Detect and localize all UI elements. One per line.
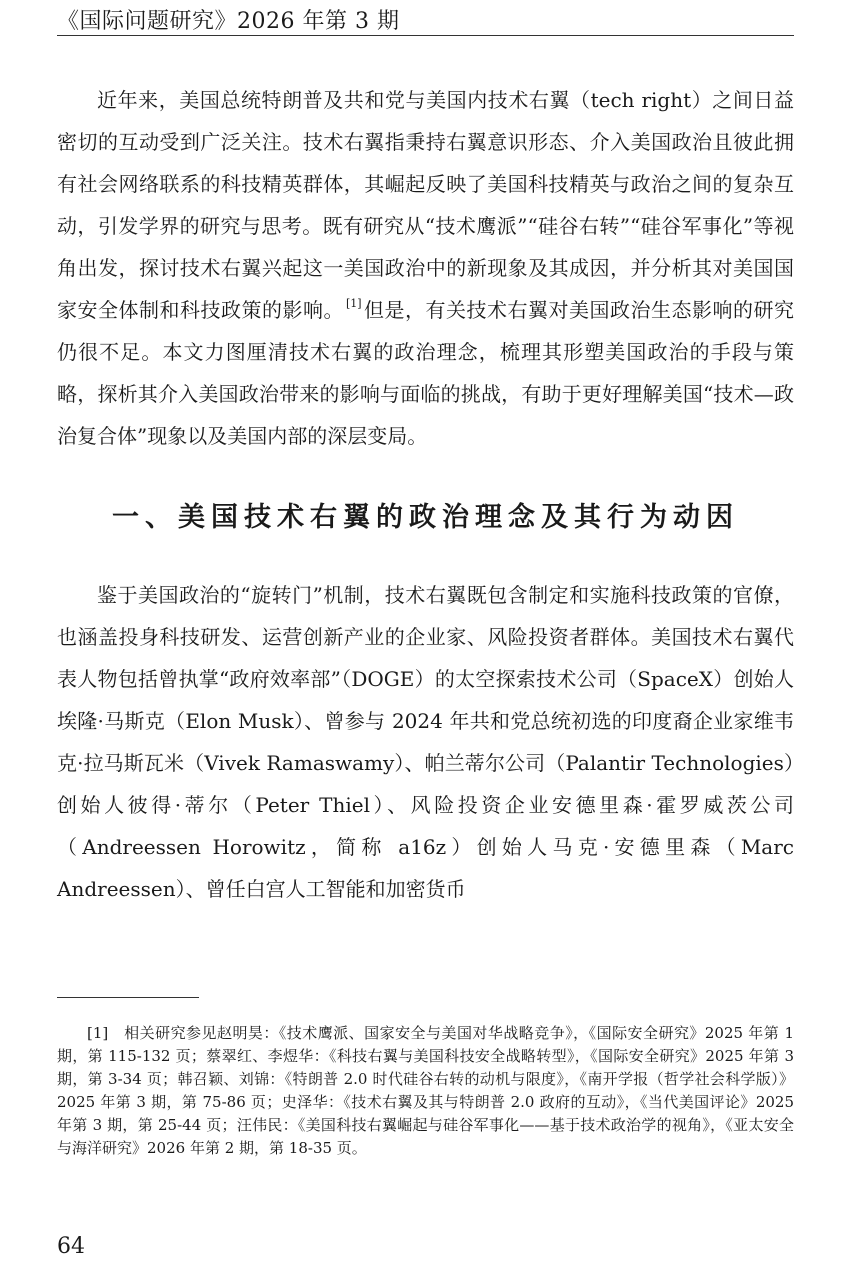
header-rule (57, 35, 794, 36)
footnote: [1] 相关研究参见赵明昊：《技术鹰派、国家安全与美国对华战略竞争》，《国际安全研究》2025 年第 1 期，第 115-132 页；蔡翠红、李煜华：《科技右翼与美国科技安全战略转型》，《国际安全研究》2025 年第 3 期，第 3-34 页；韩召颖、刘锦：《特朗普 2.0 时代硅谷右转的动机与限度》，《南开学报（哲学社会科学版）》2025 年第 3 期，第 75-86 页；史泽华：《技术右翼及其与特朗普 2.0 政府的互动》，《当代美国评论》2025 年第 3 期，第 25-44 页；汪伟民：《美国科技右翼崛起与硅谷军事化——基于技术政治学的视角》，《亚太安全与海洋研究》2026 年第 2 期，第 18-35 页。 (57, 1024, 794, 1157)
section1-paragraph: 鉴于美国政治的“旋转门”机制，技术右翼既包含制定和实施科技政策的官僚，也涵盖投身科技研发、运营创新产业的企业家、风险投资者群体。美国技术右翼代表人物包括曾执掌“政府效率部”（DOGE）的太空探索技术公司（SpaceX）创始人埃隆·马斯克（Elon Musk）、曾参与 2024 年共和党总统初选的印度裔企业家维韦克·拉马斯瓦米（Vivek Ramaswamy）、帕兰蒂尔公司（Palantir Technologies）创始人彼得·蒂尔（Peter Thiel）、风险投资企业安德里森·霍罗威茨公司（Andreessen Horowitz，简称 a16z）创始人马克·安德里森（Marc Andreessen）、曾任白宫人工智能和加密货币 (57, 583, 794, 901)
page-number: 64 (57, 1234, 85, 1259)
intro-text-part2: 但是，有关技术右翼对美国政治生态影响的研究仍很不足。本文力图厘清技术右翼的政治理念，梳理其形塑美国政治的手段与策略，探析其介入美国政治带来的影响与面临的挑战，有助于更好理解美国“技术—政治复合体”现象以及美国内部的深层变局。 (57, 298, 795, 448)
running-head: 《国际问题研究》2026 年第 3 期 (57, 9, 400, 34)
footnote-reference[interactable]: [1] (345, 297, 362, 310)
section-heading: 一、美国技术右翼的政治理念及其行为动因 (112, 502, 739, 533)
intro-text-part1: 近年来，美国总统特朗普及共和党与美国内技术右翼（tech right）之间日益密切的互动受到广泛关注。技术右翼指秉持右翼意识形态、介入美国政治且彼此拥有社会网络联系的科技精英群体，其崛起反映了美国科技精英与政治之间的复杂互动，引发学界的研究与思考。既有研究从“技术鹰派”“硅谷右转”“硅谷军事化”等视角出发，探讨技术右翼兴起这一美国政治中的新现象及其成因，并分析其对美国国家安全体制和科技政策的影响。 (57, 88, 794, 322)
body-text (57, 79, 794, 910)
footnote-rule (57, 997, 199, 998)
intro-paragraph (57, 79, 794, 457)
